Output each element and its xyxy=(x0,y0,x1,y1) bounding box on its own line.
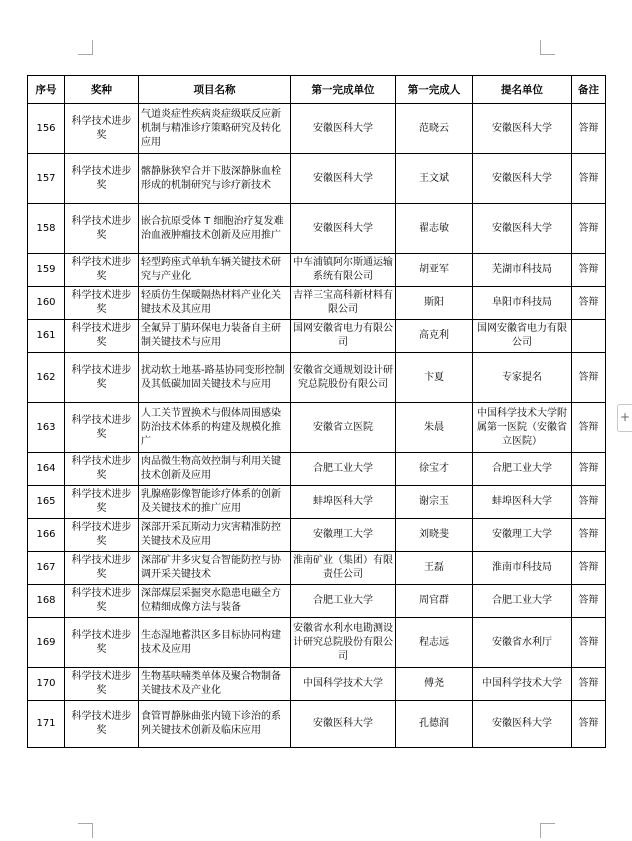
cell-project-name: 轻型跨座式单轨车辆关键技术研究与产业化 xyxy=(139,254,291,287)
cell-person: 程志远 xyxy=(396,618,473,668)
cell-remark: 答辩 xyxy=(572,618,606,668)
cell-no: 171 xyxy=(28,701,65,748)
crop-mark-top-right xyxy=(540,40,555,55)
table-row xyxy=(28,453,606,486)
cell-project-name: 生物基呋喃类单体及聚合物制备关键技术及产业化 xyxy=(139,668,291,701)
table-row xyxy=(28,668,606,701)
cell-no: 164 xyxy=(28,453,65,486)
cell-unit: 安徽省交通规划设计研究总院股份有限公司 xyxy=(291,353,396,403)
cell-remark: 答辩 xyxy=(572,486,606,519)
cell-no: 157 xyxy=(28,154,65,204)
cell-nominator: 合肥工业大学 xyxy=(473,585,572,618)
cell-remark: 答辩 xyxy=(572,552,606,585)
add-icon[interactable]: + xyxy=(617,404,632,432)
cell-no: 169 xyxy=(28,618,65,668)
cell-nominator: 阜阳市科技局 xyxy=(473,287,572,320)
cell-no: 158 xyxy=(28,204,65,254)
table-header-row xyxy=(28,76,606,104)
cell-remark: 答辩 xyxy=(572,154,606,204)
table-row xyxy=(28,320,606,353)
cell-remark: 答辩 xyxy=(572,353,606,403)
cell-nominator: 安徽省水利厅 xyxy=(473,618,572,668)
cell-type: 科学技术进步奖 xyxy=(65,618,139,668)
cell-no: 160 xyxy=(28,287,65,320)
cell-no: 166 xyxy=(28,519,65,552)
cell-type: 科学技术进步奖 xyxy=(65,154,139,204)
cell-unit: 蚌埠医科大学 xyxy=(291,486,396,519)
cell-remark: 答辩 xyxy=(572,519,606,552)
cell-unit: 安徽医科大学 xyxy=(291,701,396,748)
header-person: 第一完成人 xyxy=(396,76,473,104)
cell-project-name: 全氟异丁腈环保电力装备自主研制关键技术与应用 xyxy=(139,320,291,353)
cell-nominator: 安徽理工大学 xyxy=(473,519,572,552)
cell-remark: 答辩 xyxy=(572,668,606,701)
awards-table xyxy=(27,75,606,748)
cell-person: 傅尧 xyxy=(396,668,473,701)
cell-project-name: 嵌合抗原受体 T 细胞治疗复发难治血液肿瘤技术创新及应用推广 xyxy=(139,204,291,254)
table-row xyxy=(28,353,606,403)
cell-person: 卞夏 xyxy=(396,353,473,403)
table-row xyxy=(28,618,606,668)
header-nominator: 提名单位 xyxy=(473,76,572,104)
cell-nominator: 安徽医科大学 xyxy=(473,104,572,154)
cell-unit: 中车浦镇阿尔斯通运输系统有限公司 xyxy=(291,254,396,287)
cell-project-name: 生态湿地蓄洪区多目标协同构建技术及应用 xyxy=(139,618,291,668)
cell-type: 科学技术进步奖 xyxy=(65,353,139,403)
header-type: 奖种 xyxy=(65,76,139,104)
cell-person: 王磊 xyxy=(396,552,473,585)
cell-unit: 安徽省立医院 xyxy=(291,403,396,453)
cell-unit: 吉祥三宝高科新材料有限公司 xyxy=(291,287,396,320)
cell-unit: 安徽医科大学 xyxy=(291,154,396,204)
cell-unit: 合肥工业大学 xyxy=(291,585,396,618)
crop-mark-bottom-right xyxy=(540,823,555,838)
cell-nominator: 安徽医科大学 xyxy=(473,701,572,748)
cell-remark: 答辩 xyxy=(572,453,606,486)
cell-type: 科学技术进步奖 xyxy=(65,287,139,320)
cell-type: 科学技术进步奖 xyxy=(65,254,139,287)
cell-person: 周官群 xyxy=(396,585,473,618)
cell-unit: 国网安徽省电力有限公司 xyxy=(291,320,396,353)
cell-remark xyxy=(572,320,606,353)
header-name: 项目名称 xyxy=(139,76,291,104)
cell-no: 170 xyxy=(28,668,65,701)
cell-project-name: 轻质仿生保暖隔热材料产业化关键技术及其应用 xyxy=(139,287,291,320)
cell-nominator: 合肥工业大学 xyxy=(473,453,572,486)
table-row xyxy=(28,254,606,287)
cell-project-name: 肉品微生物高效控制与利用关键技术创新及应用 xyxy=(139,453,291,486)
cell-nominator: 安徽医科大学 xyxy=(473,154,572,204)
cell-person: 斯阳 xyxy=(396,287,473,320)
header-remark: 备注 xyxy=(572,76,606,104)
cell-project-name: 乳腺癌影像智能诊疗体系的创新及关键技术的推广应用 xyxy=(139,486,291,519)
header-no: 序号 xyxy=(28,76,65,104)
cell-person: 翟志敏 xyxy=(396,204,473,254)
cell-nominator: 中国科学技术大学 xyxy=(473,668,572,701)
cell-unit: 合肥工业大学 xyxy=(291,453,396,486)
cell-person: 胡亚军 xyxy=(396,254,473,287)
cell-person: 谢宗玉 xyxy=(396,486,473,519)
cell-nominator: 淮南市科技局 xyxy=(473,552,572,585)
table-row xyxy=(28,403,606,453)
cell-type: 科学技术进步奖 xyxy=(65,701,139,748)
cell-type: 科学技术进步奖 xyxy=(65,320,139,353)
cell-project-name: 髂静脉狭窄合并下肢深静脉血栓形成的机制研究与诊疗新技术 xyxy=(139,154,291,204)
cell-person: 徐宝才 xyxy=(396,453,473,486)
cell-project-name: 深部煤层采掘突水隐患电磁全方位精细成像方法与装备 xyxy=(139,585,291,618)
cell-remark: 答辩 xyxy=(572,403,606,453)
cell-unit: 淮南矿业（集团）有限责任公司 xyxy=(291,552,396,585)
table-row xyxy=(28,154,606,204)
cell-remark: 答辩 xyxy=(572,701,606,748)
cell-no: 163 xyxy=(28,403,65,453)
cell-unit: 安徽理工大学 xyxy=(291,519,396,552)
cell-remark: 答辩 xyxy=(572,585,606,618)
cell-project-name: 人工关节置换术与假体周围感染防治技术体系的构建及规模化推广 xyxy=(139,403,291,453)
cell-type: 科学技术进步奖 xyxy=(65,552,139,585)
cell-type: 科学技术进步奖 xyxy=(65,486,139,519)
cell-person: 刘晓斐 xyxy=(396,519,473,552)
cell-nominator: 蚌埠医科大学 xyxy=(473,486,572,519)
cell-remark: 答辩 xyxy=(572,204,606,254)
cell-no: 161 xyxy=(28,320,65,353)
cell-nominator: 安徽医科大学 xyxy=(473,204,572,254)
header-unit: 第一完成单位 xyxy=(291,76,396,104)
cell-type: 科学技术进步奖 xyxy=(65,403,139,453)
cell-nominator: 芜湖市科技局 xyxy=(473,254,572,287)
table-row xyxy=(28,701,606,748)
cell-project-name: 食管胃静脉曲张内镜下诊治的系列关键技术创新及临床应用 xyxy=(139,701,291,748)
cell-project-name: 深部开采瓦斯动力灾害精准防控关键技术及应用 xyxy=(139,519,291,552)
cell-type: 科学技术进步奖 xyxy=(65,453,139,486)
cell-no: 167 xyxy=(28,552,65,585)
cell-type: 科学技术进步奖 xyxy=(65,519,139,552)
cell-no: 156 xyxy=(28,104,65,154)
cell-person: 孔德润 xyxy=(396,701,473,748)
table-row xyxy=(28,486,606,519)
cell-nominator: 专家提名 xyxy=(473,353,572,403)
cell-type: 科学技术进步奖 xyxy=(65,104,139,154)
table-row xyxy=(28,104,606,154)
cell-no: 159 xyxy=(28,254,65,287)
cell-person: 朱晨 xyxy=(396,403,473,453)
table-row xyxy=(28,519,606,552)
cell-remark: 答辩 xyxy=(572,104,606,154)
table-row xyxy=(28,287,606,320)
cell-unit: 中国科学技术大学 xyxy=(291,668,396,701)
cell-person: 王文斌 xyxy=(396,154,473,204)
cell-project-name: 扰动软土地基-路基协同变形控制及其低碳加固关键技术与应用 xyxy=(139,353,291,403)
cell-unit: 安徽医科大学 xyxy=(291,204,396,254)
cell-person: 范晓云 xyxy=(396,104,473,154)
cell-project-name: 气道炎症性疾病炎症级联反应新机制与精准诊疗策略研究及转化应用 xyxy=(139,104,291,154)
cell-remark: 答辩 xyxy=(572,287,606,320)
cell-no: 165 xyxy=(28,486,65,519)
table-row xyxy=(28,552,606,585)
cell-type: 科学技术进步奖 xyxy=(65,204,139,254)
cell-no: 168 xyxy=(28,585,65,618)
cell-no: 162 xyxy=(28,353,65,403)
crop-mark-top-left xyxy=(78,40,93,55)
cell-nominator: 国网安徽省电力有限公司 xyxy=(473,320,572,353)
cell-type: 科学技术进步奖 xyxy=(65,668,139,701)
cell-project-name: 深部矿井多灾复合智能防控与协调开采关键技术 xyxy=(139,552,291,585)
cell-type: 科学技术进步奖 xyxy=(65,585,139,618)
table-row xyxy=(28,204,606,254)
cell-unit: 安徽省水利水电勘测设计研究总院股份有限公司 xyxy=(291,618,396,668)
cell-remark: 答辩 xyxy=(572,254,606,287)
cell-person: 高克利 xyxy=(396,320,473,353)
cell-nominator: 中国科学技术大学附属第一医院（安徽省立医院） xyxy=(473,403,572,453)
table-row xyxy=(28,585,606,618)
crop-mark-bottom-left xyxy=(78,823,93,838)
cell-unit: 安徽医科大学 xyxy=(291,104,396,154)
